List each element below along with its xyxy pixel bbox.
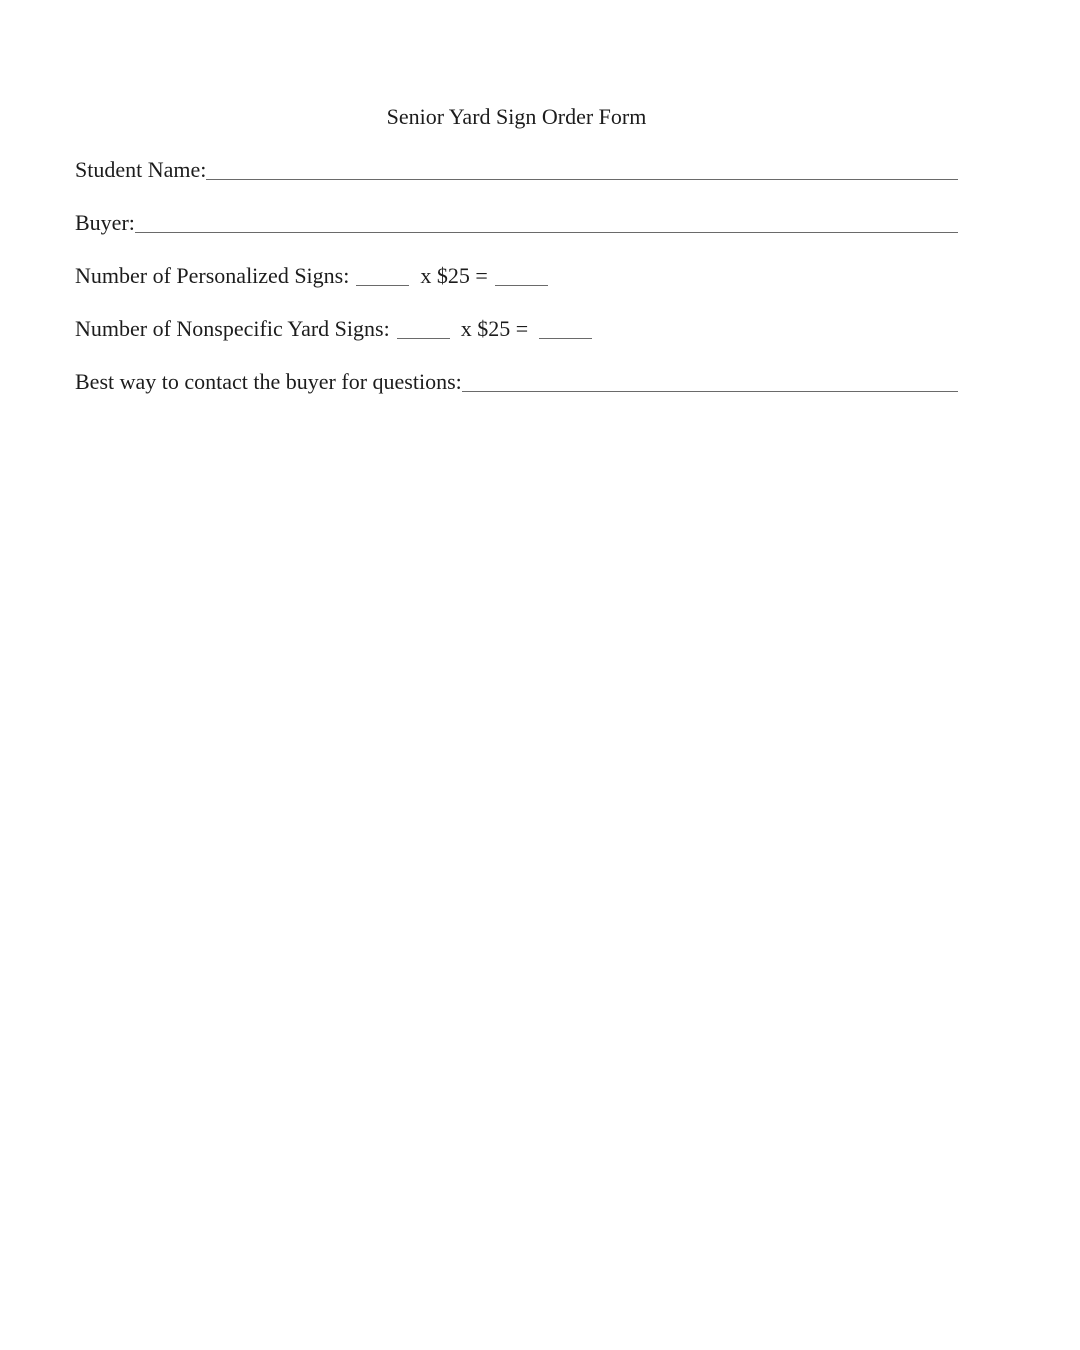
- personalized-signs-quantity-blank: [356, 283, 409, 286]
- nonspecific-signs-total-blank: [539, 336, 592, 339]
- form-row-contact: [75, 369, 958, 395]
- form-row-personalized-signs: [75, 263, 958, 289]
- form-row-nonspecific-signs: [75, 316, 958, 342]
- nonspecific-signs-label: Number of Nonspecific Yard Signs:: [75, 316, 390, 341]
- contact-label: Best way to contact the buyer for questions:: [75, 369, 462, 394]
- form-title: Senior Yard Sign Order Form: [386, 104, 647, 129]
- nonspecific-signs-price-equation: x $25 =: [460, 316, 529, 341]
- student-name-blank-line: [206, 157, 958, 180]
- form-row-buyer: [75, 210, 958, 236]
- personalized-signs-price-equation: x $25 =: [420, 263, 488, 288]
- buyer-label: Buyer:: [75, 210, 135, 235]
- personalized-signs-label: Number of Personalized Signs:: [75, 263, 350, 288]
- personalized-signs-total-blank: [495, 283, 548, 286]
- student-name-label: Student Name:: [75, 157, 207, 182]
- nonspecific-signs-quantity-blank: [397, 336, 450, 339]
- contact-blank-line: [462, 369, 958, 392]
- buyer-blank-line: [135, 210, 958, 233]
- form-row-student-name: [75, 157, 958, 183]
